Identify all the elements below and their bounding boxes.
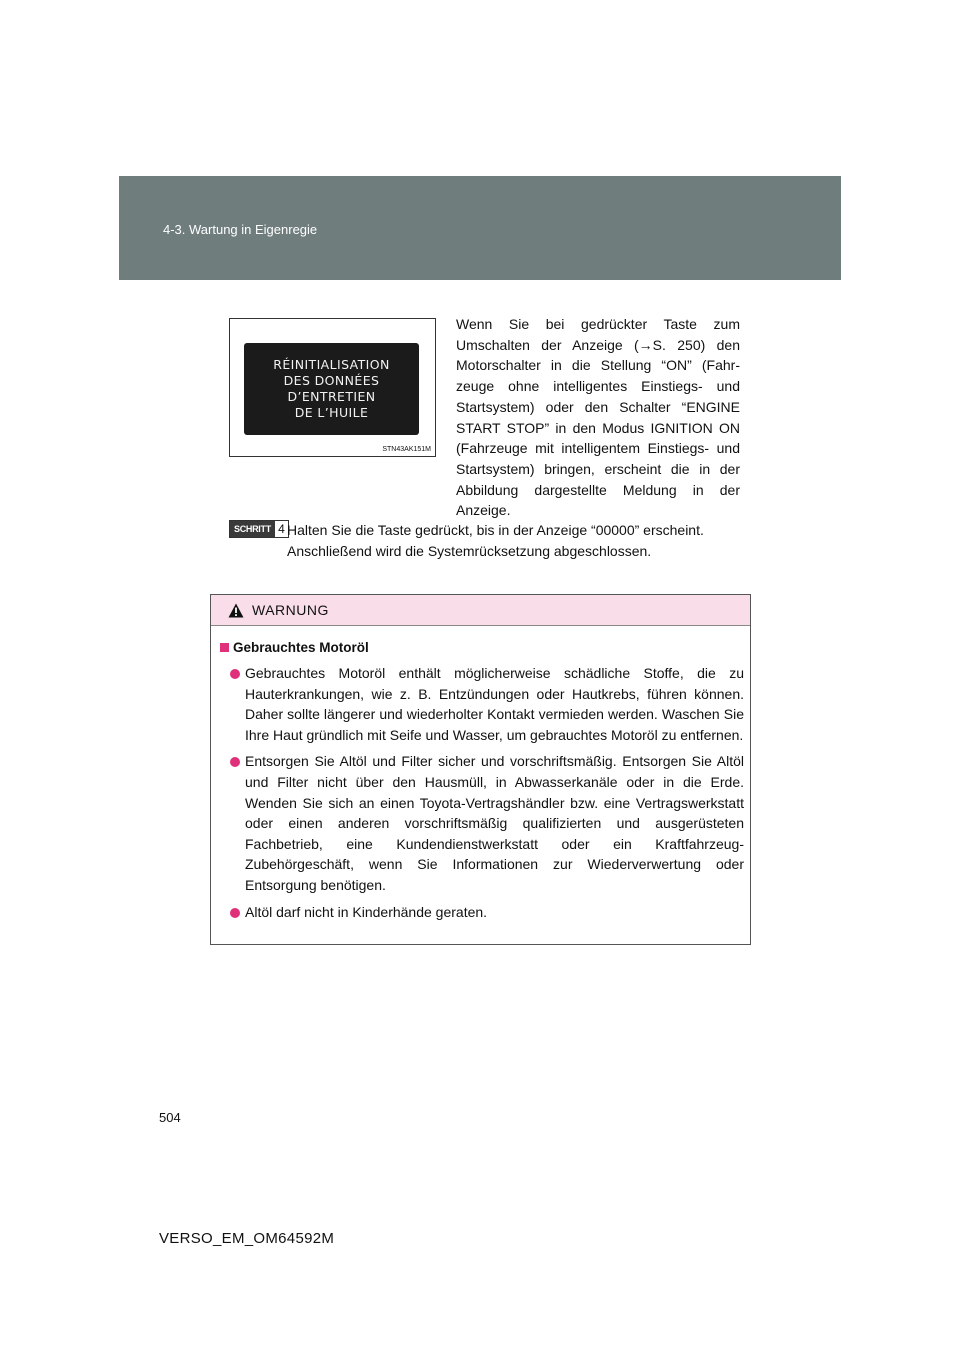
round-bullet-icon	[230, 757, 240, 767]
section-title: 4-3. Wartung in Eigenregie	[163, 222, 318, 237]
step-4-text: Halten Sie die Taste gedrückt, bis in der Anzeige “00000” erscheint. Anschließend wird die Systemrücksetzung abgeschlossen.	[287, 522, 704, 559]
warning-box	[210, 594, 751, 945]
warning-header	[211, 595, 750, 626]
list-item	[220, 751, 744, 895]
step-badge-number: 4	[278, 522, 285, 536]
display-line: DES DONNÉES	[283, 373, 380, 388]
section-header-band	[119, 176, 841, 280]
round-bullet-icon	[230, 908, 240, 918]
round-bullet-icon	[230, 669, 240, 679]
display-line: D’ENTRETIEN	[287, 389, 376, 404]
warning-triangle-icon	[228, 603, 244, 618]
list-item-text: Gebrauchtes Motoröl enthält möglicherweise schädliche Stoffe, die zu Hauterkrankungen, wie z. B. Entzündungen oder Hautkrebs, führen können. Daher sollte längerer und wiederholter Kontakt vermieden werden. Waschen Sie Ihre Haut gründlich mit Seife und Wasser, um gebrauchtes Motoröl zu entfernen.	[245, 665, 744, 743]
display-illustration	[229, 318, 436, 457]
step-badge-4	[229, 520, 289, 538]
warning-body	[211, 626, 750, 922]
warning-title: WARNUNG	[252, 602, 329, 618]
figure-code: STN43AK151M	[382, 446, 431, 453]
multi-info-display-screen	[244, 343, 419, 435]
list-item	[220, 902, 744, 923]
document-code: VERSO_EM_OM64592M	[159, 1230, 335, 1247]
display-line: RÉINITIALISATION	[273, 357, 390, 372]
square-bullet-icon	[220, 643, 229, 652]
warning-subheading-text: Gebrauchtes Motoröl	[233, 640, 369, 655]
list-item-text: Entsorgen Sie Altöl und Filter sicher und vorschriftsmäßig. Entsorgen Sie Altöl und Filter nicht über den Hausmüll, in Abwasserkanäle oder in die Erde. Wenden Sie sich an einen Toyota-Vertragshändler bzw. eine Vertragswerkstatt oder einen anderen vorschriftsmäßig qualifizierten und ausgerüsteten Fachbetrieb, eine Kundendienstwerkstatt oder ein Kraftfahrzeug-Zubehörgeschäft, wenn Sie Informationen zur Wiederverwertung oder Entsorgung benötigen.	[245, 753, 744, 893]
list-item-text: Altöl darf nicht in Kinderhände geraten.	[245, 903, 488, 920]
list-item	[220, 663, 744, 745]
page-number: 504	[159, 1110, 181, 1125]
step-3-text: Wenn Sie bei gedrückter Taste zum Umschalten der Anzeige (→S. 250) den Motorschalter in die Stellung “ON” (Fahrzeuge ohne intelligentes Einstiegs- und Startsystem) oder den Schalter “ENGINE START STOP” in den Modus IGNITION ON (Fahrzeuge mit intelligentem Einstiegs- und Startsystem) bringen, erscheint die in der Abbildung dargestellte Meldung in der Anzeige.	[456, 316, 740, 519]
warning-subheading	[220, 640, 744, 655]
step-badge-word: SCHRITT	[230, 521, 275, 537]
display-line: DE L’HUILE	[294, 405, 369, 420]
